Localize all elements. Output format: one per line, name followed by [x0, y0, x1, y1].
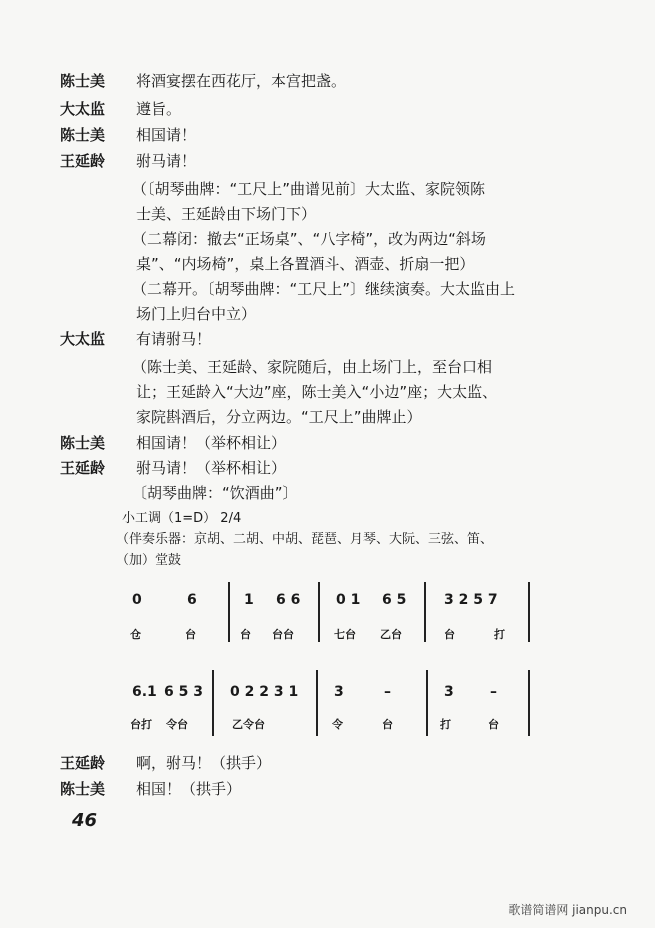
key-signature: 小工调（1=D） 2/4	[122, 511, 242, 526]
percussion-syllable: 仓	[130, 628, 141, 641]
speaker: 陈士美	[60, 126, 106, 144]
line-text: 将酒宴摆在西花厅，本宫把盏。	[136, 72, 347, 90]
watermark: 歌谱简谱网 jianpu.cn	[508, 903, 627, 917]
speaker: 陈士美	[60, 434, 106, 452]
note: –	[490, 684, 497, 700]
line-text: 相国请！	[136, 126, 197, 144]
line-text: 有请驸马！	[136, 330, 212, 348]
line-text: 驸马请！（举杯相让）	[136, 459, 287, 477]
note: 1	[244, 592, 254, 608]
stage-direction: 场门上归台中立）	[136, 305, 257, 323]
line-text: 相国！（拱手）	[136, 780, 242, 798]
percussion-syllable: 打	[494, 628, 505, 641]
speaker: 王延龄	[60, 754, 106, 772]
percussion-syllable: 令台	[166, 718, 188, 731]
percussion-syllable: 台	[444, 628, 455, 641]
percussion-syllable: 乙令台	[232, 718, 265, 731]
note: 6	[187, 592, 197, 608]
speaker: 王延龄	[60, 459, 106, 477]
percussion-syllable: 台	[382, 718, 393, 731]
note: 3	[334, 684, 344, 700]
line-text: 驸马请！	[136, 152, 197, 170]
barline	[426, 670, 428, 736]
line-text: 遵旨。	[136, 100, 182, 118]
speaker: 大太监	[60, 330, 106, 348]
stage-direction: （二幕闭：撤去“正场桌”、“八字椅”，改为两边“斜场	[132, 230, 486, 248]
barline	[528, 670, 530, 736]
stage-direction: 家院斟酒后，分立两边。“工尺上”曲牌止）	[136, 408, 422, 426]
note: 6.1	[132, 684, 157, 700]
stage-direction: 士美、王延龄由下场门下）	[136, 205, 317, 223]
percussion-syllable: 乙台	[380, 628, 402, 641]
stage-direction: 让；王延龄入“大边”座，陈士美入“小边”座；大太监、	[136, 383, 498, 401]
stage-direction: （二幕开。〔胡琴曲牌：“工尺上”〕继续演奏。大太监由上	[132, 280, 516, 298]
percussion-syllable: 台	[488, 718, 499, 731]
speaker: 陈士美	[60, 72, 106, 90]
percussion-syllable: 台	[240, 628, 251, 641]
page-number: 46	[72, 810, 98, 831]
speaker: 陈士美	[60, 780, 106, 798]
speaker: 大太监	[60, 100, 106, 118]
note: –	[384, 684, 391, 700]
stage-direction: 桌”、“内场椅”，桌上各置酒斗、酒壶、折扇一把）	[136, 255, 475, 273]
stage-direction: （陈士美、王延龄、家院随后，由上场门上，至台口相	[132, 358, 493, 376]
instruments: （加）堂鼓	[116, 553, 182, 568]
barline	[228, 582, 230, 642]
note: 6 5 3	[164, 684, 203, 700]
note: 3	[444, 684, 454, 700]
percussion-syllable: 台	[185, 628, 196, 641]
note: 3 2 5 7	[444, 592, 498, 608]
line-text: 啊，驸马！（拱手）	[136, 754, 272, 772]
barline	[528, 582, 530, 642]
barline	[316, 670, 318, 736]
note: 6 6	[276, 592, 301, 608]
percussion-syllable: 打	[440, 718, 451, 731]
note: 0 1	[336, 592, 361, 608]
note: 0	[132, 592, 142, 608]
barline	[318, 582, 320, 642]
barline	[424, 582, 426, 642]
barline	[212, 670, 214, 736]
percussion-syllable: 台打	[130, 718, 152, 731]
instruments: （伴奏乐器：京胡、二胡、中胡、琵琶、月琴、大阮、三弦、笛、	[116, 532, 494, 547]
qupai-title: 〔胡琴曲牌：“饮酒曲”〕	[132, 484, 298, 502]
percussion-syllable: 台台	[272, 628, 294, 641]
note: 6 5	[382, 592, 407, 608]
stage-direction: （〔胡琴曲牌：“工尺上”曲谱见前〕大太监、家院领陈	[132, 180, 486, 198]
percussion-syllable: 令	[332, 718, 343, 731]
line-text: 相国请！（举杯相让）	[136, 434, 287, 452]
note: 0 2 2 3 1	[230, 684, 299, 700]
speaker: 王延龄	[60, 152, 106, 170]
percussion-syllable: 七台	[334, 628, 356, 641]
